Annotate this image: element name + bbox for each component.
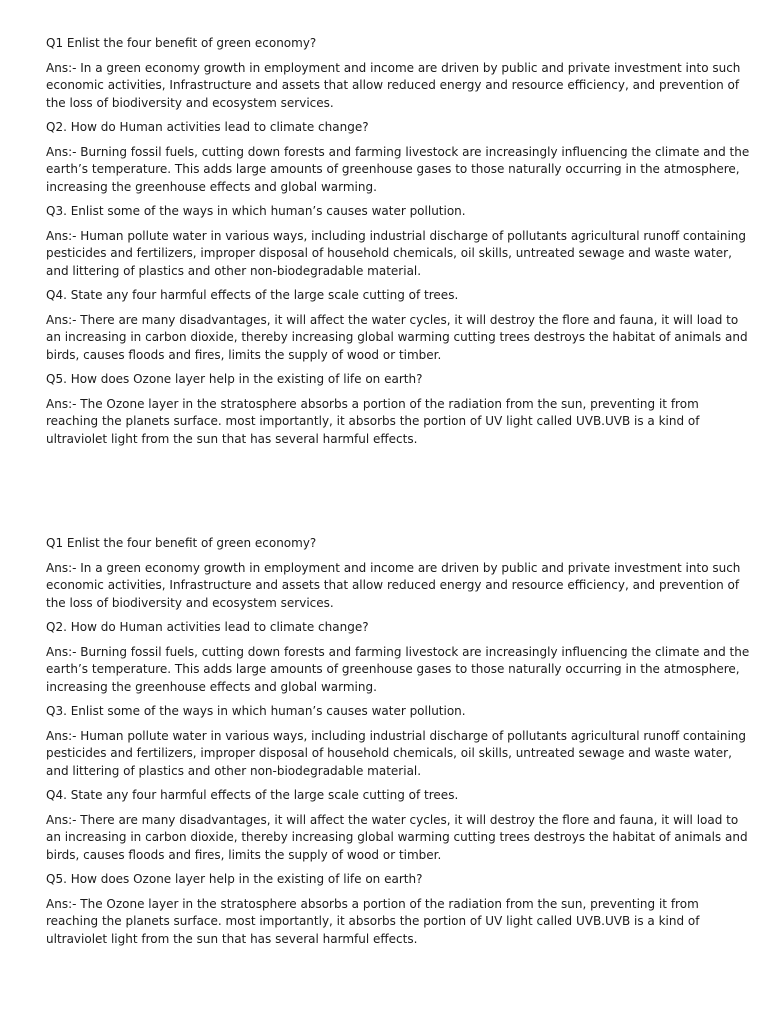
question-3: Q3. Enlist some of the ways in which human’s causes water pollution. (46, 204, 466, 218)
answer-line: economic activities, Infrastructure and assets that allow reduced energy and resource efficiency, and prevention of (46, 578, 740, 592)
answer-line: and littering of plastics and other non-biodegradable material. (46, 263, 422, 278)
answer-3 (46, 728, 747, 781)
answer-line: ultraviolet light from the sun that has several harmful effects. (46, 431, 418, 446)
answer-line: ultraviolet light from the sun that has several harmful effects. (46, 931, 418, 946)
answer-line: Ans:- The Ozone layer in the stratosphere absorbs a portion of the radiation from the sun, preventing it from (46, 396, 699, 411)
answer-line: Ans:- There are many disadvantages, it will affect the water cycles, it will destroy the flore and fauna, it will load to (46, 312, 739, 327)
answer-line: Ans:- The Ozone layer in the stratosphere absorbs a portion of the radiation from the sun, preventing it from (46, 896, 699, 911)
answer-4 (46, 312, 748, 365)
answer-line: an increasing in carbon dioxide, thereby increasing global warming cutting trees destroys the habitat of animals and (46, 330, 748, 344)
answer-line: reaching the planets surface. most importantly, it absorbs the portion of UV light called UVB.UVB is a kind of (46, 414, 700, 428)
answer-line: the loss of biodiversity and ecosystem services. (46, 95, 334, 110)
answer-2 (46, 644, 750, 697)
question-4: Q4. State any four harmful effects of the large scale cutting of trees. (46, 788, 459, 802)
answer-line: Ans:- Burning fossil fuels, cutting down forests and farming livestock are increasingly influencing the climate and the (46, 644, 750, 659)
question-1: Q1 Enlist the four benefit of green economy? (46, 36, 317, 50)
answer-line: pesticides and fertilizers, improper disposal of household chemicals, oil skills, untreated sewage and waste water, (46, 746, 732, 760)
answer-line: earth’s temperature. This adds large amounts of greenhouse gases to those naturally occurring in the atmosphere, (46, 662, 740, 676)
answer-5 (46, 396, 726, 449)
question-5: Q5. How does Ozone layer help in the existing of life on earth? (46, 872, 423, 886)
answer-5 (46, 896, 726, 949)
answer-line: and littering of plastics and other non-biodegradable material. (46, 763, 422, 778)
question-3: Q3. Enlist some of the ways in which human’s causes water pollution. (46, 704, 466, 718)
answer-line: pesticides and fertilizers, improper disposal of household chemicals, oil skills, untreated sewage and waste water, (46, 246, 732, 260)
answer-line: increasing the greenhouse effects and global warming. (46, 179, 377, 194)
question-2: Q2. How do Human activities lead to climate change? (46, 120, 369, 134)
answer-3 (46, 228, 747, 281)
answer-1 (46, 60, 741, 113)
answer-line: reaching the planets surface. most importantly, it absorbs the portion of UV light called UVB.UVB is a kind of (46, 914, 700, 928)
answer-line: earth’s temperature. This adds large amounts of greenhouse gases to those naturally occurring in the atmosphere, (46, 162, 740, 176)
answer-line: an increasing in carbon dioxide, thereby increasing global warming cutting trees destroys the habitat of animals and (46, 830, 748, 844)
answer-4 (46, 812, 748, 865)
answer-line: economic activities, Infrastructure and assets that allow reduced energy and resource efficiency, and prevention of (46, 78, 740, 92)
answer-line: Ans:- In a green economy growth in employment and income are driven by public and private investment into such (46, 560, 741, 575)
answer-line: birds, causes floods and fires, limits the supply of wood or timber. (46, 347, 442, 362)
answer-line: increasing the greenhouse effects and global warming. (46, 679, 377, 694)
qa-section-1 (46, 35, 750, 455)
answer-line: Ans:- In a green economy growth in employment and income are driven by public and private investment into such (46, 60, 741, 75)
answer-line: Ans:- There are many disadvantages, it will affect the water cycles, it will destroy the flore and fauna, it will load to (46, 812, 739, 827)
answer-line: Ans:- Human pollute water in various ways, including industrial discharge of pollutants agricultural runoff containing (46, 228, 747, 243)
answer-line: birds, causes floods and fires, limits the supply of wood or timber. (46, 847, 442, 862)
question-5: Q5. How does Ozone layer help in the existing of life on earth? (46, 372, 423, 386)
question-1: Q1 Enlist the four benefit of green economy? (46, 536, 317, 550)
answer-line: Ans:- Human pollute water in various ways, including industrial discharge of pollutants agricultural runoff containing (46, 728, 747, 743)
answer-line: Ans:- Burning fossil fuels, cutting down forests and farming livestock are increasingly influencing the climate and the (46, 144, 750, 159)
answer-line: the loss of biodiversity and ecosystem services. (46, 595, 334, 610)
question-4: Q4. State any four harmful effects of the large scale cutting of trees. (46, 288, 459, 302)
answer-2 (46, 144, 750, 197)
answer-1 (46, 560, 741, 613)
qa-section-2 (46, 535, 750, 955)
question-2: Q2. How do Human activities lead to climate change? (46, 620, 369, 634)
